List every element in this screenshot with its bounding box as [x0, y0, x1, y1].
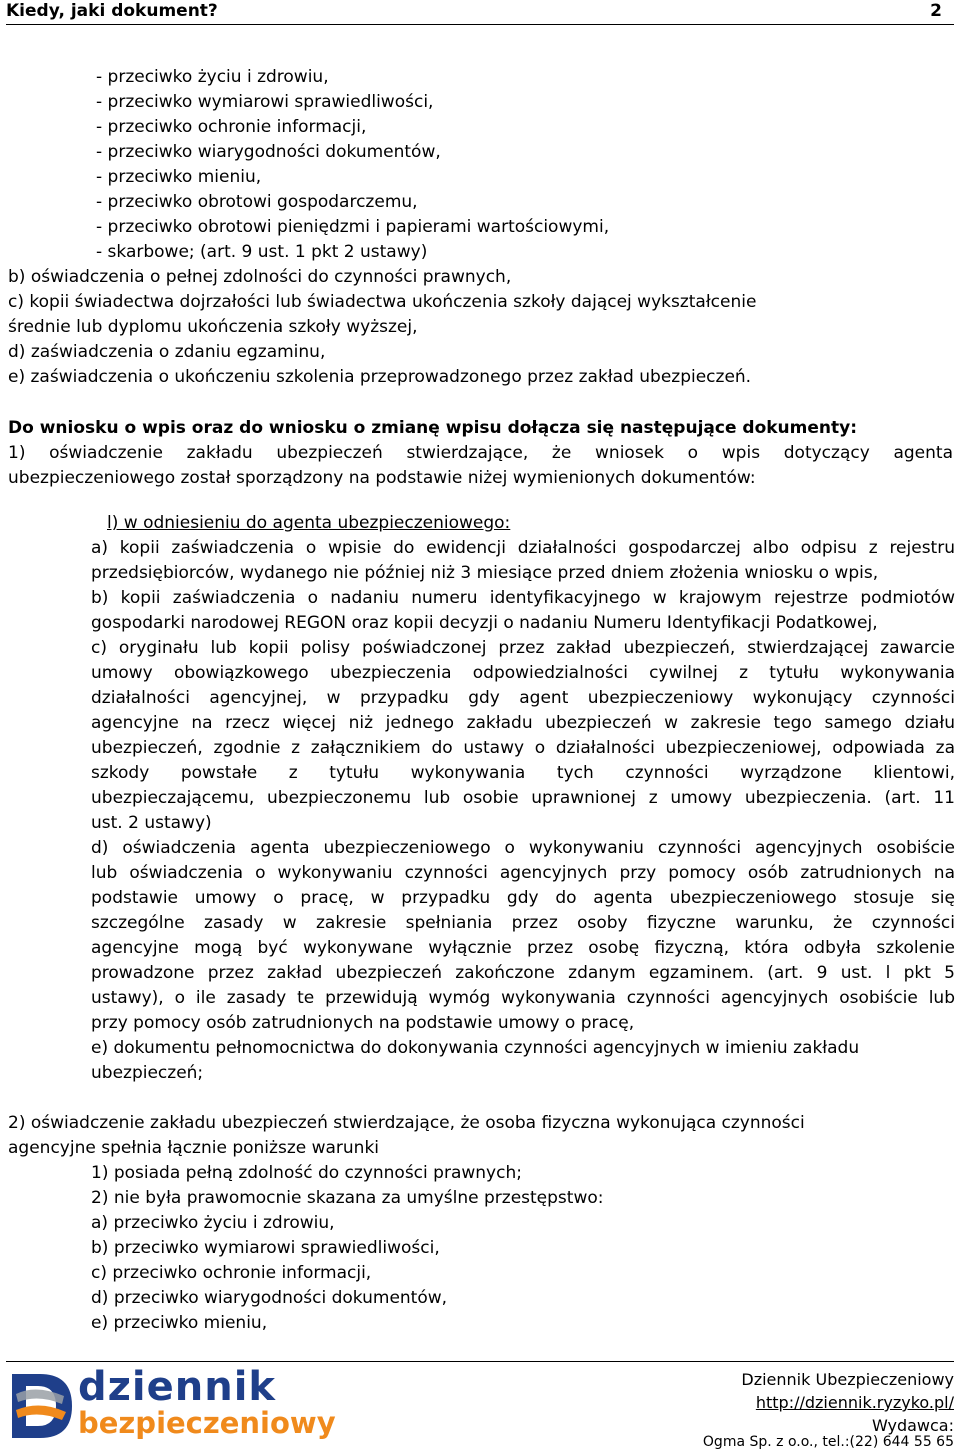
footer-divider — [6, 1361, 954, 1362]
logo-word-dziennik: dziennik — [78, 1364, 277, 1410]
list-item: - przeciwko obrotowi gospodarczemu, — [96, 192, 418, 212]
logo-word-bezpieczeniowy: bezpieczeniowy — [78, 1406, 336, 1440]
doc-line: agencyjne na rzecz więcej niż jednego zakładu ubezpieczeń w zakresie tego samego działu — [91, 713, 955, 733]
doc-line: podstawie umowy o pracę, w przypadku gdy do agenta ubezpieczeniowego stosuje się — [91, 888, 955, 908]
doc-line: ubezpieczającemu, ubezpieczonemu lub osobie uprawnionej z umowy ubezpieczenia. (art. 11 — [91, 788, 955, 808]
paragraph-2-line1: 2) oświadczenie zakładu ubezpieczeń stwierdzające, że osoba fizyczna wykonująca czynności — [8, 1113, 805, 1133]
doc-line: c) oryginału lub kopii polisy poświadczonej przez zakład ubezpieczeń, stwierdzającej zawarcie — [91, 638, 955, 658]
list-item: - przeciwko ochronie informacji, — [96, 117, 367, 137]
doc-line: przy pomocy osób zatrudnionych na podstawie umowy o pracę, — [91, 1013, 635, 1033]
doc-line: działalności agencyjnej, w przypadku gdy agent ubezpieczeniowy wykonujący czynności — [91, 688, 955, 708]
condition-item: b) przeciwko wymiarowi sprawiedliwości, — [91, 1238, 440, 1258]
doc-line: agencyjne mogą być wykonywane wyłącznie przez osobę fizyczną, która odbyła szkolenie — [91, 938, 955, 958]
doc-line: przedsiębiorców, wydanego nie później niż 3 miesiące przed dniem złożenia wniosku o wpis, — [91, 563, 879, 583]
subheading-agent: l) w odniesieniu do agenta ubezpieczeniowego: — [107, 513, 511, 533]
doc-line: ustawy), o ile zasady te przewidują wymóg wykonywania czynności agencyjnych osobiście lub — [91, 988, 955, 1008]
doc-line: gospodarki narodowej REGON oraz kopii decyzji o nadaniu Numeru Identyfikacji Podatkowej, — [91, 613, 878, 633]
item-d: d) zaświadczenia o zdaniu egzaminu, — [8, 342, 326, 362]
condition-item: a) przeciwko życiu i zdrowiu, — [91, 1213, 335, 1233]
doc-line: lub oświadczenia o wykonywaniu czynności agencyjnych przy pomocy osób zatrudnionych na — [91, 863, 955, 883]
page-number: 2 — [930, 1, 942, 21]
dziennik-logo — [6, 1366, 336, 1446]
page-header — [6, 0, 954, 25]
section-heading: Do wniosku o wpis oraz do wniosku o zmianę wpisu dołącza się następujące dokumenty: — [8, 418, 858, 438]
doc-line: ubezpieczeń; — [91, 1063, 204, 1083]
item-c-line2: średnie lub dyplomu ukończenia szkoły wyższej, — [8, 317, 418, 337]
list-item: - przeciwko wiarygodności dokumentów, — [96, 142, 441, 162]
paragraph-1-line1: 1) oświadczenie zakładu ubezpieczeń stwierdzające, że wniosek o wpis dotyczący agenta — [8, 443, 953, 463]
footer-url-link[interactable]: http://dziennik.ryzyko.pl/ — [755, 1393, 954, 1412]
list-item: - przeciwko wymiarowi sprawiedliwości, — [96, 92, 434, 112]
condition-item: e) przeciwko mieniu, — [91, 1313, 268, 1333]
doc-line: umowy obowiązkowego ubezpieczenia odpowiedzialności cywilnej z tytułu wykonywania — [91, 663, 955, 683]
paragraph-1-line2: ubezpieczeniowego został sporządzony na podstawie niżej wymienionych dokumentów: — [8, 468, 756, 488]
footer-publisher-label: Wydawca: — [871, 1416, 954, 1435]
doc-line: prowadzone przez zakład ubezpieczeń zakończone zdanym egzaminem. (art. 9 ust. l pkt 5 — [91, 963, 955, 983]
list-item: - przeciwko obrotowi pieniędzmi i papierami wartościowymi, — [96, 217, 610, 237]
condition-item: d) przeciwko wiarygodności dokumentów, — [91, 1288, 448, 1308]
doc-line: szkody powstałe z tytułu wykonywania tych czynności wyrządzone klientowi, — [91, 763, 955, 783]
list-item: - przeciwko mieniu, — [96, 167, 262, 187]
footer-publication: Dziennik Ubezpieczeniowy — [741, 1370, 954, 1389]
item-e: e) zaświadczenia o ukończeniu szkolenia przeprowadzonego przez zakład ubezpieczeń. — [8, 367, 752, 387]
document-title: Kiedy, jaki dokument? — [6, 1, 218, 21]
item-b: b) oświadczenia o pełnej zdolności do czynności prawnych, — [8, 267, 512, 287]
paragraph-2-line2: agencyjne spełnia łącznie poniższe warunki — [8, 1138, 380, 1158]
doc-line: b) kopii zaświadczenia o nadaniu numeru identyfikacyjnego w krajowym rejestrze podmiotów — [91, 588, 955, 608]
doc-line: e) dokumentu pełnomocnictwa do dokonywania czynności agencyjnych w imieniu zakładu — [91, 1038, 860, 1058]
doc-line: d) oświadczenia agenta ubezpieczeniowego o wykonywaniu czynności agencyjnych osobiście — [91, 838, 955, 858]
condition-item: c) przeciwko ochronie informacji, — [91, 1263, 372, 1283]
condition-item: 1) posiada pełną zdolność do czynności prawnych; — [91, 1163, 522, 1183]
doc-line: ubezpieczeń, zgodnie z załącznikiem do ustawy o działalności ubezpieczeniowej, odpowiada za — [91, 738, 955, 758]
doc-line: a) kopii zaświadczenia o wpisie do ewidencji działalności gospodarczej albo odpisu z rejestru — [91, 538, 955, 558]
doc-line: ust. 2 ustawy) — [91, 813, 212, 833]
list-item: - przeciwko życiu i zdrowiu, — [96, 67, 329, 87]
list-item: - skarbowe; (art. 9 ust. 1 pkt 2 ustawy) — [96, 242, 428, 262]
condition-item: 2) nie była prawomocnie skazana za umyślne przestępstwo: — [91, 1188, 604, 1208]
doc-line: szczególne zasady w zakresie spełniania przez osoby fizyczne warunku, że czynności — [91, 913, 955, 933]
item-c-line1: c) kopii świadectwa dojrzałości lub świadectwa ukończenia szkoły dającej wykształcenie — [8, 292, 757, 312]
footer-publisher: Ogma Sp. z o.o., tel.:(22) 644 55 65 — [702, 1434, 954, 1450]
